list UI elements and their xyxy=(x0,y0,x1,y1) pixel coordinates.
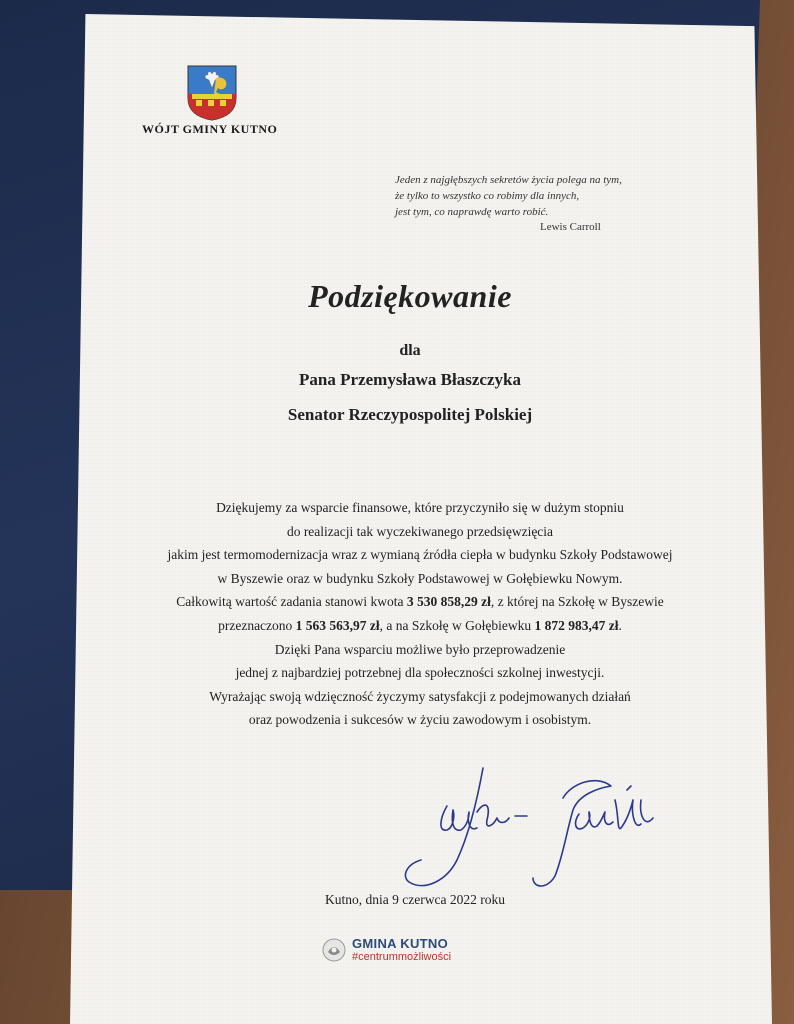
issue-date: Kutno, dnia 9 czerwca 2022 roku xyxy=(325,892,505,907)
recipient-preposition: dla xyxy=(399,342,421,359)
amount-byszewo: 1 563 563,97 zł xyxy=(295,617,380,633)
epigraph-quote xyxy=(395,172,695,220)
authority-label: WÓJT GMINY KUTNO xyxy=(142,122,278,136)
certificate-body xyxy=(120,496,720,732)
body-line: do realizacji tak wyczekiwanego przedsięwzięcia xyxy=(286,523,554,539)
body-line: Wyrażając swoją wdzięczność życzymy satysfakcji z podejmowanych działań xyxy=(209,688,631,704)
quote-line: jest tym, co naprawdę warto robić. xyxy=(395,206,549,218)
handwritten-signature xyxy=(395,760,655,900)
total-amount: 3 530 858,29 zł xyxy=(406,594,491,610)
body-line: Dziękujemy za wsparcie finansowe, które przyczyniło się w dużym stopniu xyxy=(216,500,624,515)
body-text-segment: przeznaczono xyxy=(218,617,296,633)
certificate-title: Podziękowanie xyxy=(308,278,512,314)
body-line: jakim jest termomodernizacja wraz z wymianą źródła ciepła w budynku Szkoły Podstawowej xyxy=(167,547,673,563)
recipient-role: Senator Rzeczypospolitej Polskiej xyxy=(287,405,533,424)
recipient-name: Pana Przemysława Błaszczyka xyxy=(299,370,521,389)
gmina-emblem-icon xyxy=(322,938,346,962)
body-line: w Byszewie oraz w budynku Szkoły Podstawowej w Gołębiewku Nowym. xyxy=(217,570,623,586)
kutno-coat-of-arms-icon xyxy=(186,64,238,122)
body-line xyxy=(120,614,720,638)
amount-golebiewko: 1 872 983,47 zł xyxy=(534,617,619,633)
quote-line: Jeden z najgłębszych sekretów życia polega na tym, xyxy=(395,174,622,186)
body-text-segment: . xyxy=(618,617,622,633)
gmina-logo-name: GMINA KUTNO xyxy=(352,936,448,951)
quote-line: że tylko to wszystko co robimy dla innych, xyxy=(395,190,580,202)
body-line: jednej z najbardziej potrzebnej dla społeczności szkolnej inwestycji. xyxy=(235,665,605,681)
body-line: Dzięki Pana wsparciu możliwe było przeprowadzenie xyxy=(274,641,566,657)
gmina-logo-tagline: #centrummożliwości xyxy=(352,951,452,963)
body-text-segment: Całkowitą wartość zadania stanowi kwota xyxy=(176,594,407,610)
body-text-segment: , a na Szkołę w Gołębiewku xyxy=(379,617,535,633)
body-text-segment: , z której na Szkołę w Byszewie xyxy=(490,594,664,610)
body-line xyxy=(120,590,720,614)
quote-author: Lewis Carroll xyxy=(540,221,601,233)
gmina-kutno-logo xyxy=(322,936,482,966)
body-line: oraz powodzenia i sukcesów w życiu zawodowym i osobistym. xyxy=(248,712,592,728)
